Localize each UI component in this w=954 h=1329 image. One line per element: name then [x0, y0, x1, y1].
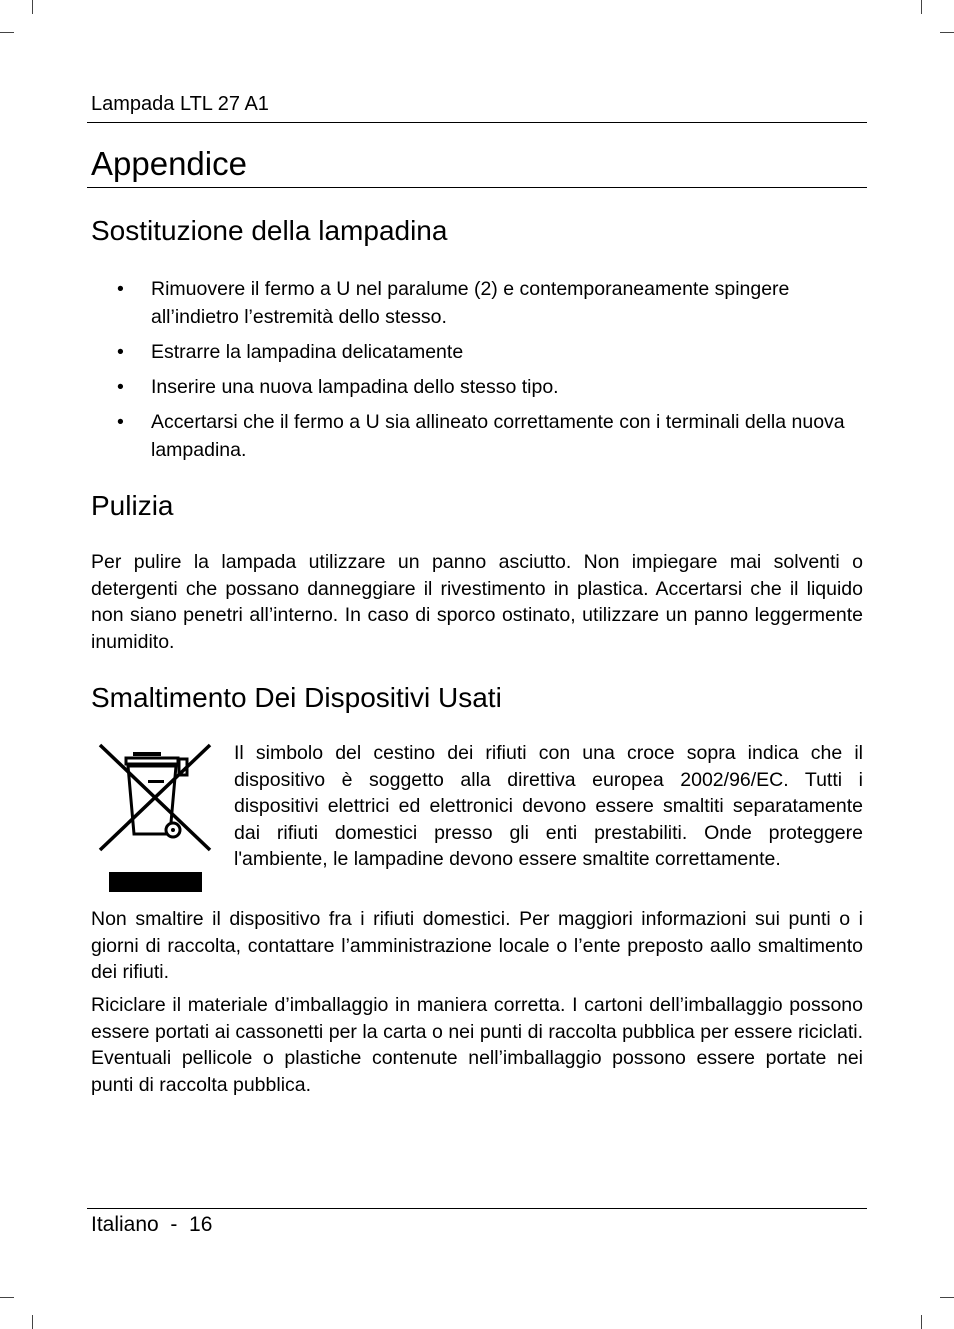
bullet-icon: •	[117, 411, 124, 433]
disposal-paragraph-2: Riciclare il materiale d’imballaggio in maniera corretta. I cartoni dell’imballaggio possono essere portati ai cassonetti per la carta o nei punti di raccolta pubblica per essere riciclati. Eventuali pellicole o plastiche contenute nell’imballaggio possono essere portate nei punti di raccolta pubblica.	[91, 994, 863, 1096]
list-item	[91, 275, 863, 331]
crop-mark	[940, 32, 954, 33]
list-item-text: Accertarsi che il fermo a U sia allineato correttamente con i terminali della nuova lampadina.	[151, 411, 845, 461]
disposal-paragraph-1: Non smaltire il dispositivo fra i rifiuti domestici. Per maggiori informazioni sui punti o i giorni di raccolta, contattare l’amministrazione locale o l’ente preposto aallo smaltimento dei rifiuti.	[91, 908, 863, 983]
list-item-text: Estrarre la lampadina delicatamente	[151, 341, 464, 363]
crop-mark	[921, 1315, 922, 1329]
bullet-icon: •	[117, 341, 124, 363]
list-item	[91, 408, 863, 464]
list-item-text: Inserire una nuova lampadina dello stesso tipo.	[151, 376, 559, 398]
page-title: Appendice	[91, 145, 247, 182]
crop-mark	[32, 0, 33, 14]
crop-mark	[0, 1297, 14, 1298]
replacement-steps-list	[91, 275, 863, 471]
title-rule	[87, 187, 867, 188]
bullet-icon: •	[117, 376, 124, 398]
list-item-text: Rimuovere il fermo a U nel paralume (2) e contemporaneamente spingere all’indietro l’estremità dello stesso.	[151, 278, 790, 328]
cleaning-paragraph: Per pulire la lampada utilizzare un panno asciutto. Non impiegare mai solventi o detergenti che possano danneggiare il rivestimento in plastica. Accertarsi che il liquido non siano penetri all’interno. In caso di sporco ostinato, utilizzare un panno leggermente inumidito.	[91, 551, 863, 653]
crop-mark	[32, 1315, 33, 1329]
section-heading-cleaning: Pulizia	[91, 490, 174, 521]
footer-page-label: Italiano - 16	[91, 1213, 213, 1236]
section-heading-replacement: Sostituzione della lampadina	[91, 215, 448, 246]
bullet-icon: •	[117, 278, 124, 300]
header-rule	[87, 122, 867, 123]
crop-mark	[940, 1297, 954, 1298]
list-item	[91, 338, 863, 366]
footer-rule	[87, 1208, 867, 1209]
header-title: Lampada LTL 27 A1	[91, 93, 269, 115]
crossed-out-wheelie-bin-icon	[96, 740, 214, 894]
crop-mark	[921, 0, 922, 14]
disposal-symbol-text: Il simbolo del cestino dei rifiuti con una croce sopra indica che il dispositivo è soggetto alla direttiva europea 2002/96/EC. Tutti i dispositivi elettrici ed elettronici devono essere smaltiti separatamente dai rifiuti domestici presso gli enti prestabiliti. Onde proteggere l'ambiente, le lampadine devono essere smaltite correttamente.	[234, 742, 863, 870]
section-heading-disposal: Smaltimento Dei Dispositivi Usati	[91, 682, 502, 713]
crop-mark	[0, 32, 14, 33]
list-item	[91, 373, 863, 401]
